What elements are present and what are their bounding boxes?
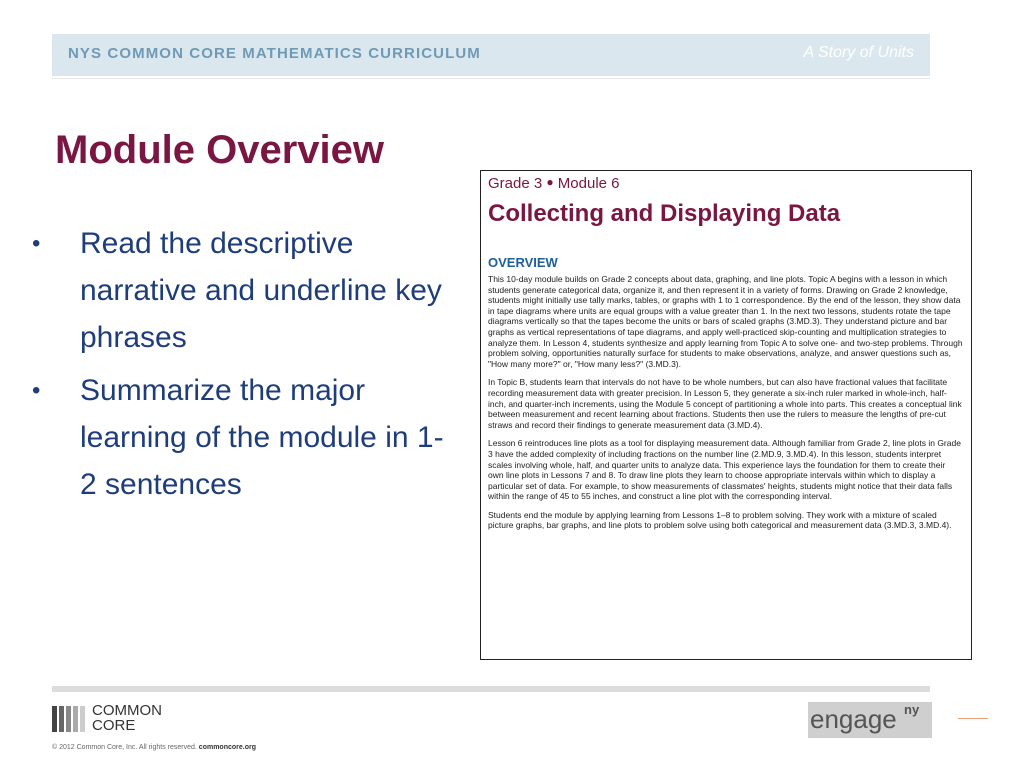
bullet-list: [30, 220, 460, 514]
logo-line-1: COMMON: [92, 702, 162, 719]
separator-dot-icon: ●: [546, 175, 554, 189]
bullet-text: Summarize the major learning of the module in 1-2 sentences: [80, 374, 444, 501]
header-divider: [52, 78, 930, 79]
engage-logo-text: engage: [810, 704, 897, 734]
engage-ny-logo: [808, 702, 932, 738]
copyright-text: © 2012 Common Core, Inc. All rights reserved.: [52, 744, 197, 751]
engage-logo-superscript: ny: [904, 702, 920, 717]
document-grade: Grade 3: [488, 175, 543, 192]
overview-paragraph: This 10-day module builds on Grade 2 concepts about data, graphing, and line plots. Topic A begins with a lesson in which students generate categorical data, organize it, and then represent it in a variety of forms. Drawing on Grade 2 knowledge, students might initially use tally marks, tables, or graphs with 1 to 1 correspondence. By the end of the lesson, they show data in tape diagrams where units are equal groups with a value greater than 1. In the next two lessons, students rotate the tape diagrams vertically so that the tapes become the units or bars of scaled graphs (3.MD.3). They understand picture and bar graphs as vertical representations of tape diagrams, and apply well-practiced skip-counting and multiplication strategies to analyze them. In Lesson 4, students synthesize and apply learning from Topic A to solve one- and two-step problems. Through problem solving, opportunities naturally surface for students to make observations, analyze, and answer questions such as, "How many more?" or, "How many less?" (3.MD.3).: [488, 274, 963, 369]
common-core-logo-icon: [52, 706, 87, 732]
overview-paragraph: Students end the module by applying learning from Lessons 1–8 to problem solving. They work with a mixture of scaled picture graphs, bar graphs, and line plots to problem solve using both categorical and measurement data (3.MD.3, 3.MD.4).: [488, 509, 952, 531]
bullet-icon: •: [32, 377, 41, 404]
footer-divider: [52, 686, 930, 692]
overview-paragraph: In Topic B, students learn that intervals do not have to be whole numbers, but can also have fractional values that facilitate recording measurement data with greater precision. In Lesson 5, they generate a six-inch ruler marked in whole-inch, half-inch, and quarter-inch increments, using the Module 5 concept of partitioning a whole into parts. This creates a conceptual link between measurement and recent learning about fractions. Students then use the rulers to measure the lengths of pre-cut straws and record their findings to generate measurement data (3.MD.4).: [488, 377, 962, 430]
slide-title: Module Overview: [55, 128, 384, 172]
header-bar: [52, 34, 930, 78]
overview-heading: OVERVIEW: [488, 255, 558, 270]
bullet-item: [30, 367, 460, 508]
bullet-text: Read the descriptive narrative and underline key phrases: [80, 227, 442, 354]
series-title: A Story of Units: [803, 44, 914, 61]
copyright-notice: [52, 744, 256, 751]
logo-line-2: CORE: [92, 717, 136, 734]
document-grade-module: [488, 175, 963, 193]
bullet-icon: •: [32, 230, 41, 257]
common-core-logo-text: [92, 703, 162, 733]
module-overview-document: [480, 170, 972, 660]
overview-paragraph: Lesson 6 reintroduces line plots as a tool for displaying measurement data. Although familiar from Grade 2, line plots in Grade 3 have the added complexity of including fractions on the number line (2.MD.9, 3.MD.4). In this lesson, students interpret scales involving whole, half, and quarter units to analyze data. This experience lays the foundation for them to create their own line plots in Lessons 7 and 8. To draw line plots they learn to choose appropriate intervals within which to display a particular set of data. For example, to show measurements of classmates' heights, students might notice that their data falls within the range of 45 to 55 inches, and construct a line plot with the corresponding interval.: [488, 438, 961, 502]
document-module: Module 6: [557, 175, 620, 192]
copyright-link[interactable]: commoncore.org: [198, 744, 256, 751]
document-title: Collecting and Displaying Data: [488, 200, 841, 227]
bullet-item: [30, 220, 460, 361]
footer-accent-line: [958, 718, 988, 719]
curriculum-title: NYS COMMON CORE MATHEMATICS CURRICULUM: [68, 45, 481, 62]
